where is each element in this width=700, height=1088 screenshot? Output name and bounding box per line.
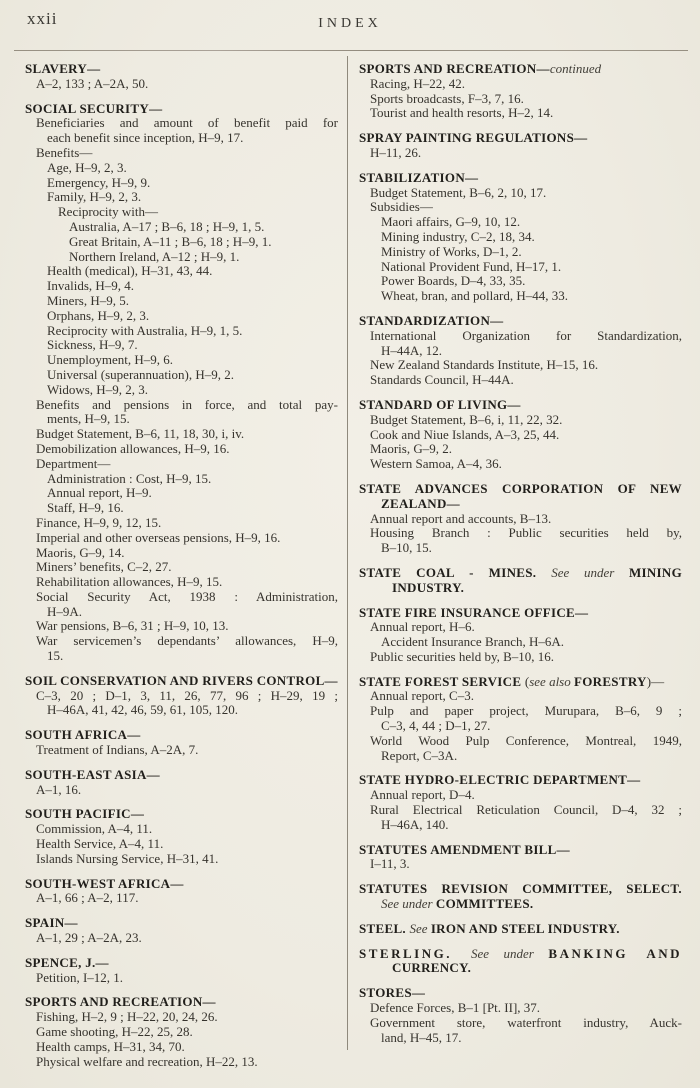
index-text: Health (medical), H–31, 43, 44.: [47, 263, 213, 279]
index-heading: [359, 773, 682, 788]
index-text: International Organization for Standardization,: [370, 327, 682, 343]
index-text: Annual report, C–3.: [370, 688, 474, 704]
index-text: SPRAY PAINTING REGULATIONS—: [359, 130, 588, 146]
index-line: [25, 605, 338, 620]
index-line: [359, 245, 682, 260]
index-text: New Zealand Standards Institute, H–15, 16.: [370, 357, 599, 373]
index-text: A–1, 29 ; A–2A, 23.: [36, 930, 142, 946]
index-line: [359, 215, 682, 230]
index-line: [25, 294, 338, 309]
index-line: [359, 541, 682, 556]
index-text: Public securities held by, B–10, 16.: [370, 648, 555, 664]
index-text: Social Security Act, 1938 : Administration,: [36, 588, 338, 604]
index-line: [359, 650, 682, 665]
index-line: [25, 77, 338, 92]
index-entry: [359, 566, 682, 596]
index-line: [25, 743, 338, 758]
index-line: [359, 961, 682, 976]
index-text: Northern Ireland, A–12 ; H–9, 1.: [69, 248, 240, 264]
index-line: [359, 818, 682, 833]
index-text: World Wood Pulp Conference, Montreal, 1949,: [370, 732, 682, 748]
index-text: SOUTH-EAST ASIA—: [25, 766, 160, 782]
index-line: [25, 279, 338, 294]
index-text: War pensions, B–6, 31 ; H–9, 10, 13.: [36, 618, 229, 634]
index-text: SLAVERY—: [25, 61, 101, 76]
index-text: National Provident Fund, H–17, 1.: [381, 258, 562, 274]
index-line: [359, 734, 682, 749]
index-line: [359, 897, 682, 912]
index-entry: [25, 807, 338, 866]
index-line: [25, 442, 338, 457]
index-line: [25, 472, 338, 487]
index-text: [534, 946, 549, 961]
index-text: Islands Nursing Service, H–31, 41.: [36, 850, 219, 866]
index-text: Reciprocity with—: [58, 204, 159, 220]
page-title: INDEX: [318, 16, 382, 31]
index-line: [25, 783, 338, 798]
index-heading: [25, 728, 338, 743]
index-text: Accident Insurance Branch, H–6A.: [381, 634, 565, 650]
index-text: H–11, 26.: [370, 144, 422, 160]
index-line: [25, 531, 338, 546]
index-text: Annual report, D–4.: [370, 787, 475, 803]
index-text: Age, H–9, 2, 3.: [47, 159, 127, 175]
index-line: [359, 358, 682, 373]
index-text: Game shooting, H–22, 25, 28.: [36, 1024, 193, 1040]
index-line: [25, 412, 338, 427]
index-text: SOIL CONSERVATION AND RIVERS CONTROL—: [25, 672, 338, 688]
index-line: [25, 116, 338, 131]
index-line: [25, 220, 338, 235]
index-text: A–1, 66 ; A–2, 117.: [36, 890, 139, 906]
index-text: See under: [470, 945, 534, 961]
index-line: [359, 512, 682, 527]
index-text: (: [524, 673, 530, 689]
index-text: Sports broadcasts, F–3, 7, 16.: [370, 90, 524, 106]
index-text: I–11, 3.: [370, 856, 410, 872]
index-text: STATE COAL - MINES.: [359, 564, 552, 580]
index-text: Tourist and health resorts, H–2, 14.: [370, 105, 554, 121]
index-text: SOUTH AFRICA—: [25, 727, 141, 743]
index-line: [25, 822, 338, 837]
index-text: Housing Branch : Public securities held by,: [370, 525, 682, 541]
index-text: Treatment of Indians, A–2A, 7.: [36, 742, 199, 758]
index-text: Department—: [36, 455, 111, 471]
index-text: Racing, H–22, 42.: [370, 75, 465, 91]
index-text: STATE ADVANCES CORPORATION OF NEW: [359, 480, 682, 496]
index-entry: [359, 947, 682, 977]
index-text: Commission, A–4, 11.: [36, 821, 153, 837]
index-entry: [359, 171, 682, 304]
index-text: See: [409, 920, 428, 936]
index-text: BANKING AND: [548, 945, 682, 961]
index-heading: [25, 768, 338, 783]
index-line: [25, 689, 338, 704]
index-text: ments, H–9, 15.: [47, 411, 130, 427]
index-entry: [25, 768, 338, 798]
index-heading: [359, 947, 682, 962]
index-line: [359, 274, 682, 289]
index-line: [359, 146, 682, 161]
index-text: Beneficiaries and amount of benefit paid for: [36, 115, 338, 131]
index-line: [25, 971, 338, 986]
index-line: [25, 353, 338, 368]
index-text: C–3, 20 ; D–1, 3, 11, 26, 77, 96 ; H–29, 19 ;: [36, 687, 338, 703]
index-heading: [25, 102, 338, 117]
index-text: [614, 565, 629, 580]
index-text: H–9A.: [47, 603, 83, 619]
index-text: Fishing, H–2, 9 ; H–22, 20, 24, 26.: [36, 1009, 218, 1025]
index-text: Administration : Cost, H–9, 15.: [47, 470, 212, 486]
index-line: [25, 1040, 338, 1055]
index-text: Rural Electrical Reticulation Council, D–4, 32 ;: [370, 802, 682, 818]
index-entry: [359, 882, 682, 912]
index-text: STABILIZATION—: [359, 169, 479, 185]
index-text: Unemployment, H–9, 6.: [47, 352, 174, 368]
index-text: Government store, waterfront industry, Auck-: [370, 1014, 682, 1030]
index-line: [25, 131, 338, 146]
index-entry: [359, 675, 682, 764]
right-column: [359, 62, 682, 1045]
index-line: [359, 857, 682, 872]
index-line: [25, 427, 338, 442]
index-text: Benefits—: [36, 144, 93, 160]
index-line: [25, 516, 338, 531]
index-text: Budget Statement, B–6, 2, 10, 17.: [370, 184, 547, 200]
index-heading: [359, 171, 682, 186]
index-entry: [359, 922, 682, 937]
index-text: Australia, A–17 ; B–6, 18 ; H–9, 1, 5.: [69, 218, 265, 234]
index-line: [25, 703, 338, 718]
index-line: [359, 92, 682, 107]
index-line: [25, 324, 338, 339]
index-text: Annual report and accounts, B–13.: [370, 510, 552, 526]
index-text: Wheat, bran, and pollard, H–44, 33.: [381, 288, 569, 304]
index-line: [25, 368, 338, 383]
index-text: SPENCE, J.—: [25, 954, 109, 970]
index-line: [359, 77, 682, 92]
index-text: SOUTH PACIFIC—: [25, 806, 145, 822]
index-line: [25, 546, 338, 561]
index-text: B–10, 15.: [381, 540, 432, 556]
index-line: [25, 1055, 338, 1070]
index-line: [359, 581, 682, 596]
index-text: Invalids, H–9, 4.: [47, 278, 135, 294]
index-text: Miners’ benefits, C–2, 27.: [36, 559, 172, 575]
index-text: COMMITTEES.: [435, 896, 534, 912]
index-text: Physical welfare and recreation, H–22, 13.: [36, 1053, 258, 1069]
index-line: [359, 428, 682, 443]
index-heading: [25, 956, 338, 971]
index-line: [25, 852, 338, 867]
index-entry: [25, 674, 338, 718]
index-text: STANDARDIZATION—: [359, 312, 504, 328]
index-heading: [359, 922, 682, 937]
index-text: STANDARD OF LIVING—: [359, 396, 521, 412]
index-text: MINING: [628, 564, 683, 580]
index-text: Standards Council, H–44A.: [370, 372, 514, 388]
index-text: Family, H–9, 2, 3.: [47, 189, 142, 205]
index-entry: [359, 606, 682, 665]
index-text: SOUTH-WEST AFRICA—: [25, 875, 184, 891]
index-heading: [25, 995, 338, 1010]
index-line: [359, 329, 682, 344]
index-text: A–1, 16.: [36, 781, 82, 797]
index-heading: [359, 131, 682, 146]
index-line: [25, 501, 338, 516]
index-entry: [359, 314, 682, 388]
index-line: [359, 373, 682, 388]
header-rule: [14, 50, 688, 51]
index-heading: [25, 674, 338, 689]
index-text: SPORTS AND RECREATION—: [359, 61, 550, 76]
index-text: Cook and Niue Islands, A–3, 25, 44.: [370, 426, 560, 442]
index-heading: [359, 566, 682, 581]
index-line: [25, 560, 338, 575]
index-text: each benefit since inception, H–9, 17.: [47, 130, 244, 146]
index-text: Report, C–3A.: [381, 747, 458, 763]
index-text: War servicemen’s dependants’ allowances, H–9,: [36, 633, 338, 649]
index-entry: [359, 62, 682, 121]
index-text: Maoris, G–9, 14.: [36, 544, 125, 560]
index-text: H–46A, 140.: [381, 816, 449, 832]
index-line: [25, 190, 338, 205]
index-text: Emergency, H–9, 9.: [47, 174, 151, 190]
index-line: [359, 413, 682, 428]
index-text: Orphans, H–9, 2, 3.: [47, 307, 150, 323]
index-text: Petition, I–12, 1.: [36, 969, 124, 985]
index-line: [25, 931, 338, 946]
page-number: xxii: [27, 9, 58, 28]
index-text: STATE HYDRO-ELECTRIC DEPARTMENT—: [359, 772, 641, 788]
index-text: Health camps, H–31, 34, 70.: [36, 1038, 185, 1054]
index-line: [25, 205, 338, 220]
index-text: H–44A, 12.: [381, 342, 443, 358]
index-text: STATE FOREST SERVICE: [359, 673, 525, 689]
index-text: Budget Statement, B–6, i, 11, 22, 32.: [370, 411, 563, 427]
index-text: )—: [646, 673, 665, 689]
index-text: Miners, H–9, 5.: [47, 292, 129, 308]
index-text: STATUTES REVISION COMMITTEE, SELECT.: [359, 881, 682, 897]
index-line: [25, 398, 338, 413]
index-text: Ministry of Works, D–1, 2.: [381, 243, 522, 259]
index-entry: [359, 843, 682, 873]
index-line: [25, 176, 338, 191]
index-text: Imperial and other overseas pensions, H–9, 16.: [36, 529, 281, 545]
index-line: [25, 146, 338, 161]
index-entry: [359, 986, 682, 1045]
index-line: [359, 230, 682, 245]
index-text: Widows, H–9, 2, 3.: [47, 381, 148, 397]
index-text: Finance, H–9, 9, 12, 15.: [36, 514, 162, 530]
index-line: [359, 788, 682, 803]
index-line: [25, 486, 338, 501]
index-heading: [359, 482, 682, 497]
index-line: [359, 719, 682, 734]
index-entry: [25, 102, 338, 664]
index-line: [359, 1016, 682, 1031]
index-line: [25, 309, 338, 324]
index-heading: [359, 314, 682, 329]
index-line: [359, 1031, 682, 1046]
index-entry: [359, 482, 682, 556]
index-text: See under: [381, 896, 433, 912]
index-heading: [359, 398, 682, 413]
index-text: Demobilization allowances, H–9, 16.: [36, 440, 230, 456]
index-text: Staff, H–9, 16.: [47, 500, 124, 516]
index-line: [25, 649, 338, 664]
index-line: [359, 749, 682, 764]
index-text: Subsidies—: [370, 199, 433, 215]
index-text: Rehabilitation allowances, H–9, 15.: [36, 574, 223, 590]
index-line: [359, 186, 682, 201]
index-line: [359, 689, 682, 704]
index-text: IRON AND STEEL INDUSTRY.: [430, 920, 620, 936]
index-line: [359, 704, 682, 719]
index-line: [359, 1001, 682, 1016]
index-text: see also: [529, 673, 571, 689]
index-heading: [359, 675, 682, 690]
index-text: land, H–45, 17.: [381, 1029, 462, 1045]
index-line: [25, 619, 338, 634]
index-text: Sickness, H–9, 7.: [47, 337, 138, 353]
index-text: Benefits and pensions in force, and total pay-: [36, 396, 338, 412]
index-line: [25, 383, 338, 398]
index-text: Pulp and paper project, Murupara, B–6, 9 ;: [370, 703, 682, 719]
index-text: Great Britain, A–11 ; B–6, 18 ; H–9, 1.: [69, 233, 272, 249]
index-line: [359, 457, 682, 472]
index-line: [359, 803, 682, 818]
index-text: Mining industry, C–2, 18, 34.: [381, 228, 535, 244]
index-line: [25, 575, 338, 590]
left-column: [25, 62, 338, 1069]
index-entry: [359, 398, 682, 472]
index-text: SPORTS AND RECREATION—: [25, 994, 216, 1010]
index-entry: [25, 728, 338, 758]
index-line: [359, 635, 682, 650]
index-line: [25, 457, 338, 472]
index-text: SOCIAL SECURITY—: [25, 100, 163, 116]
index-line: [359, 497, 682, 512]
index-heading: [25, 807, 338, 822]
index-text: FORESTRY: [574, 673, 647, 689]
index-line: [25, 235, 338, 250]
index-entry: [359, 131, 682, 161]
index-line: [359, 289, 682, 304]
index-heading: [359, 62, 682, 77]
index-text: STATUTES AMENDMENT BILL—: [359, 841, 570, 857]
index-text: Power Boards, D–4, 33, 35.: [381, 273, 526, 289]
index-text: A–2, 133 ; A–2A, 50.: [36, 75, 149, 91]
index-entry: [25, 956, 338, 986]
index-line: [25, 590, 338, 605]
index-entry: [25, 877, 338, 907]
index-text: INDUSTRY.: [392, 579, 465, 595]
index-text: Western Samoa, A–4, 36.: [370, 456, 502, 472]
index-text: Annual report, H–6.: [370, 619, 475, 635]
index-line: [25, 264, 338, 279]
index-line: [359, 526, 682, 541]
index-heading: [359, 606, 682, 621]
index-line: [25, 837, 338, 852]
index-text: STATE FIRE INSURANCE OFFICE—: [359, 604, 589, 620]
index-text: CURRENCY.: [392, 960, 472, 976]
index-entry: [359, 773, 682, 832]
index-text: Defence Forces, B–1 [Pt. II], 37.: [370, 1000, 541, 1016]
index-text: ZEALAND—: [381, 495, 460, 511]
index-text: H–46A, 41, 42, 46, 59, 61, 105, 120.: [47, 702, 239, 718]
index-entry: [25, 62, 338, 92]
index-heading: [25, 916, 338, 931]
index-entry: [25, 916, 338, 946]
index-text: 15.: [47, 648, 64, 664]
column-divider: [347, 56, 348, 1050]
index-heading: [25, 62, 338, 77]
index-text: continued: [549, 61, 602, 76]
index-heading: [359, 882, 682, 897]
index-text: See under: [551, 564, 615, 580]
index-heading: [359, 986, 682, 1001]
index-text: Budget Statement, B–6, 11, 18, 30, i, iv.: [36, 426, 245, 442]
index-heading: [25, 877, 338, 892]
index-text: Annual report, H–9.: [47, 485, 152, 501]
index-line: [25, 634, 338, 649]
index-text: STERLING.: [359, 945, 471, 961]
index-text: STORES—: [359, 985, 426, 1001]
index-line: [359, 344, 682, 359]
index-line: [359, 106, 682, 121]
index-line: [25, 891, 338, 906]
index-line: [25, 338, 338, 353]
index-line: [25, 1010, 338, 1025]
index-line: [359, 200, 682, 215]
index-line: [25, 250, 338, 265]
index-line: [359, 620, 682, 635]
index-text: Maori affairs, G–9, 10, 12.: [381, 214, 521, 230]
index-text: SPAIN—: [25, 915, 78, 931]
index-text: STEEL.: [359, 920, 410, 936]
index-heading: [359, 843, 682, 858]
index-line: [359, 260, 682, 275]
index-text: Reciprocity with Australia, H–9, 1, 5.: [47, 322, 243, 338]
index-text: C–3, 4, 44 ; D–1, 27.: [381, 718, 491, 734]
index-text: Maoris, G–9, 2.: [370, 441, 452, 457]
index-text: Health Service, A–4, 11.: [36, 836, 164, 852]
index-text: Universal (superannuation), H–9, 2.: [47, 366, 235, 382]
index-line: [359, 442, 682, 457]
index-entry: [25, 995, 338, 1069]
index-line: [25, 161, 338, 176]
index-line: [25, 1025, 338, 1040]
